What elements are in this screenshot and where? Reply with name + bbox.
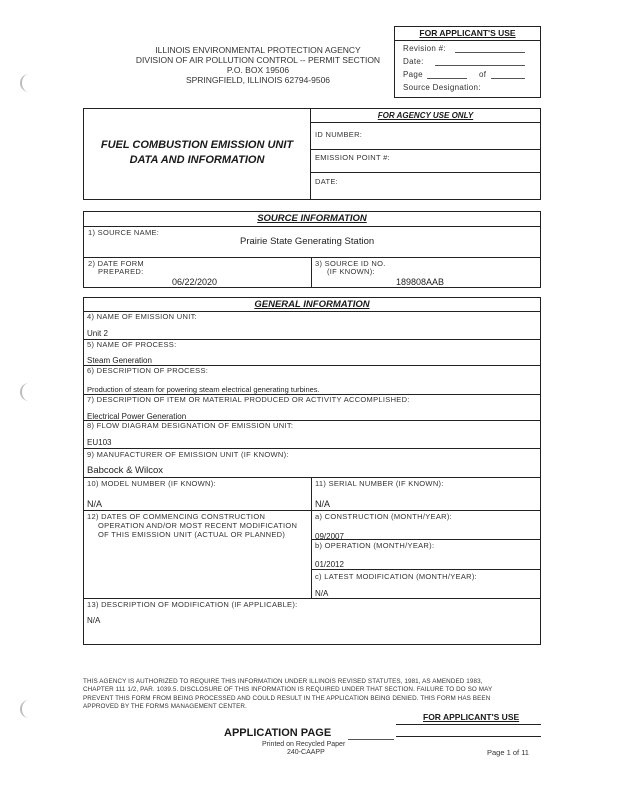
agency-city: SPRINGFIELD, ILLINOIS 62794-9506: [185, 75, 331, 85]
source-id-label: 3) SOURCE ID NO.: [315, 259, 386, 268]
general-information-heading: GENERAL INFORMATION: [254, 299, 370, 310]
divider: [84, 226, 540, 227]
title-block: [83, 108, 541, 200]
emission-unit-name-value[interactable]: Unit 2: [87, 329, 108, 338]
source-id-value[interactable]: 189808AAB: [396, 277, 445, 287]
divider: [396, 736, 541, 737]
latest-modification-value[interactable]: N/A: [315, 589, 329, 598]
process-description-value[interactable]: Production of steam for powering steam electrical generating turbines.: [87, 385, 320, 394]
construction-date-value[interactable]: 09/2007: [315, 532, 344, 541]
process-name-label: 5) NAME OF PROCESS:: [87, 340, 177, 349]
divider: [84, 257, 540, 258]
id-number-label: ID NUMBER:: [315, 130, 363, 139]
form-title-line1: FUEL COMBUSTION EMISSION UNIT: [100, 139, 294, 151]
divider: [311, 122, 540, 123]
divider: [84, 598, 540, 599]
date-form-label-2: PREPARED:: [98, 267, 144, 276]
hole-punch-mark: [20, 383, 32, 401]
operation-date-label: b) OPERATION (MONTH/YEAR):: [315, 541, 435, 550]
page-total-field[interactable]: [491, 78, 525, 79]
agency-date-label: DATE:: [315, 177, 339, 186]
hole-punch-mark: [20, 74, 32, 92]
form-title-line2: DATA AND INFORMATION: [129, 154, 265, 166]
revision-field[interactable]: [455, 52, 525, 53]
date-label: Date:: [403, 57, 424, 66]
latest-modification-label: c) LATEST MODIFICATION (MONTH/YEAR):: [315, 572, 478, 581]
emission-point-label: EMISSION POINT #:: [315, 153, 390, 162]
divider: [311, 539, 540, 540]
agency-po-box: P.O. BOX 19506: [226, 65, 290, 75]
page-number: Page 1 of 11: [487, 748, 529, 757]
serial-number-value[interactable]: N/A: [315, 499, 331, 509]
emission-unit-name-label: 4) NAME OF EMISSION UNIT:: [87, 312, 198, 321]
serial-number-label: 11) SERIAL NUMBER (IF KNOWN):: [315, 479, 444, 488]
source-information-heading: SOURCE INFORMATION: [257, 213, 367, 224]
notice-line-4: APPROVED BY THE FORMS MANAGEMENT CENTER.: [83, 702, 247, 710]
page-label: Page: [403, 70, 423, 79]
agency-name: ILLINOIS ENVIRONMENTAL PROTECTION AGENCY: [155, 45, 361, 55]
revision-label: Revision #:: [403, 44, 446, 53]
date-form-label: 2) DATE FORM: [88, 259, 144, 268]
authorization-notice: [83, 678, 541, 711]
form-number: 240-CAAPP: [287, 749, 325, 756]
process-name-value[interactable]: Steam Generation: [87, 356, 152, 365]
divider: [84, 510, 540, 511]
modification-description-label: 13) DESCRIPTION OF MODIFICATION (IF APPLICABLE):: [87, 600, 298, 609]
divider: [395, 40, 540, 41]
notice-line-3: PREVENT THIS FORM FROM BEING PROCESSED AND COULD RESULT IN THE APPLICATION BEING DENIED. THIS FORM HAS BEEN: [83, 694, 491, 702]
flow-diagram-label: 8) FLOW DIAGRAM DESIGNATION OF EMISSION UNIT:: [87, 421, 294, 430]
printed-on-recycled: Printed on Recycled Paper: [262, 741, 346, 748]
divider: [396, 724, 541, 725]
dates-label-1: 12) DATES OF COMMENCING CONSTRUCTION: [87, 512, 266, 521]
divider: [311, 569, 540, 570]
dates-label-3: OF THIS EMISSION UNIT (ACTUAL OR PLANNED): [98, 530, 286, 539]
model-number-value[interactable]: N/A: [87, 499, 103, 509]
process-description-label: 6) DESCRIPTION OF PROCESS:: [87, 366, 209, 375]
form-title: [84, 138, 310, 168]
divider: [311, 477, 312, 598]
dates-label-2: OPERATION AND/OR MOST RECENT MODIFICATION: [98, 521, 298, 530]
application-page-field[interactable]: [348, 739, 394, 740]
general-information-section: [83, 297, 541, 645]
application-page-label: APPLICATION PAGE: [224, 727, 332, 739]
page-field[interactable]: [427, 78, 467, 79]
source-name-value[interactable]: Prairie State Generating Station: [240, 236, 375, 247]
source-information-section: [83, 211, 541, 288]
date-field[interactable]: [435, 65, 525, 66]
divider: [84, 477, 540, 478]
manufacturer-label: 9) MANUFACTURER OF EMISSION UNIT (IF KNOWN):: [87, 450, 289, 459]
agency-use-title: FOR AGENCY USE ONLY: [377, 111, 474, 120]
applicant-use-title: FOR APPLICANT'S USE: [419, 28, 516, 38]
notice-line-2: CHAPTER 111 1/2, PAR. 1039.5. DISCLOSURE OF THIS INFORMATION IS REQUIRED UNDER THAT SECTION. FAILURE TO DO SO MAY: [83, 686, 493, 694]
hole-punch-mark: [20, 700, 32, 718]
source-name-label: 1) SOURCE NAME:: [88, 228, 160, 237]
item-produced-value[interactable]: Electrical Power Generation: [87, 412, 187, 421]
flow-diagram-value[interactable]: EU103: [87, 438, 112, 447]
applicant-use-box: [394, 26, 541, 98]
divider: [311, 257, 312, 287]
of-label: of: [479, 70, 487, 79]
operation-date-value[interactable]: 01/2012: [315, 560, 344, 569]
divider: [311, 172, 540, 173]
date-form-value[interactable]: 06/22/2020: [172, 277, 218, 287]
agency-division: DIVISION OF AIR POLLUTION CONTROL -- PERMIT SECTION: [135, 55, 381, 65]
construction-date-label: a) CONSTRUCTION (MONTH/YEAR):: [315, 512, 453, 521]
notice-line-1: THIS AGENCY IS AUTHORIZED TO REQUIRE THIS INFORMATION UNDER ILLINOIS REVISED STATUTES, 1981, AS AMENDED 1983,: [83, 678, 483, 685]
divider: [84, 448, 540, 449]
footer-applicant-use: FOR APPLICANT'S USE: [423, 712, 520, 722]
divider: [311, 149, 540, 150]
modification-description-value[interactable]: N/A: [87, 616, 101, 625]
source-id-label-2: (IF KNOWN):: [327, 267, 375, 276]
agency-header: [113, 45, 403, 85]
source-designation-label: Source Designation:: [403, 83, 481, 92]
manufacturer-value[interactable]: Babcock & Wilcox: [87, 465, 164, 476]
item-produced-label: 7) DESCRIPTION OF ITEM OR MATERIAL PRODUCED OR ACTIVITY ACCOMPLISHED:: [87, 395, 410, 404]
model-number-label: 10) MODEL NUMBER (IF KNOWN):: [87, 479, 216, 488]
